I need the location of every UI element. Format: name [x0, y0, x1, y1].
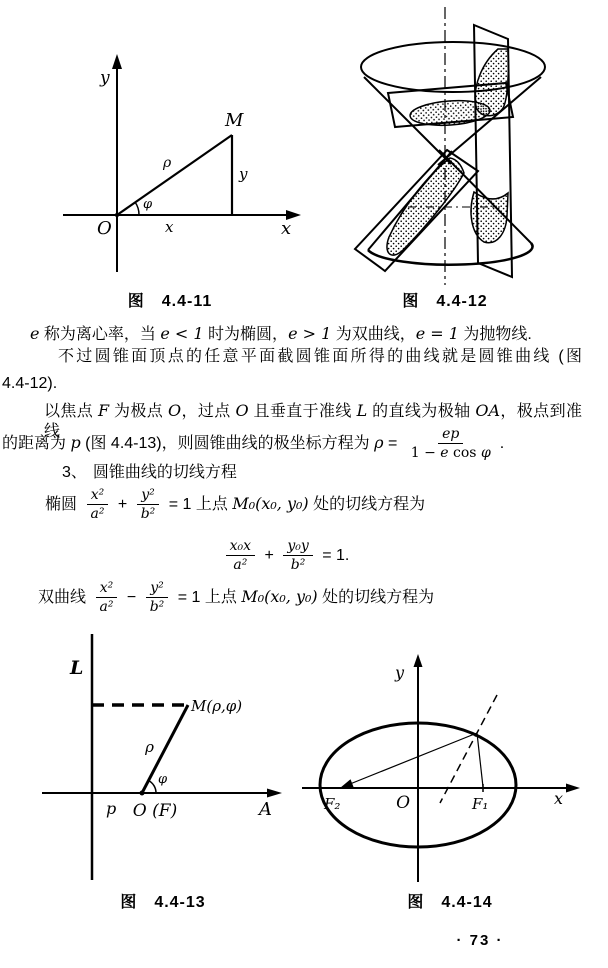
fig11-radius-line	[117, 135, 232, 215]
fig11-x-distance-label: x	[165, 218, 174, 236]
fig13-phi-label: φ	[158, 772, 168, 787]
figure-caption-4-4-13: 图 4.4-13	[120, 894, 206, 911]
fig14-origin-label: O	[396, 793, 410, 813]
math-e-lt-1: e < 1	[160, 324, 204, 343]
fig11-y-axis-label: y	[100, 68, 110, 88]
math-O2: O	[235, 401, 249, 420]
paragraph-cone-section-line1: 不过圆锥面顶点的任意平面截圆锥面所得的曲线就是圆锥曲线 (图	[58, 348, 582, 365]
math-rho: ρ	[374, 433, 384, 452]
fig11-point-m-label: M	[225, 110, 244, 131]
figure-4-4-14	[300, 640, 590, 885]
math-L: L	[356, 401, 368, 420]
fig14-focal-chord-arrow	[340, 779, 354, 788]
fig13-pole-label: O (F)	[132, 801, 178, 821]
fig13-axis-arrow	[267, 789, 282, 798]
paragraph-eccentricity: e 称为离心率，当 e < 1 时为椭圆，e > 1 为双曲线，e = 1 为抛物线.	[30, 324, 532, 343]
polar-equation-fraction: $\frac{ep}{\text{1 − e cos φ}}$	[410, 426, 491, 462]
ellipse-tangent-formula: $\frac{\text{x₀x}}{\text{a²}}$ + $\frac{\text{y₀y}}{\text{b²}}$ = 1.	[0, 536, 570, 576]
fig14-focal-chord-f2	[350, 733, 477, 784]
fig13-p-label: p	[106, 799, 117, 818]
section-title: 圆锥曲线的切线方程	[92, 464, 237, 481]
fig11-y-axis-arrow	[112, 54, 122, 69]
math-p: p	[70, 433, 81, 452]
fig11-phi-label: φ	[143, 197, 153, 212]
paragraph-cone-section-line2: 4.4-12).	[2, 375, 58, 392]
math-e-gt-1: e > 1	[288, 324, 332, 343]
paragraph-polar-line2: 的距离为 p (图 4.4-13)，则圆锥曲线的极坐标方程为 ρ = $\frac{ep}{\text{1 − e cos φ}}$ .	[2, 426, 505, 462]
fig11-origin-dot	[115, 213, 119, 217]
paragraph-ellipse-tangent: 椭圆 $\frac{\text{x²}}{\text{a²}}$ + $\frac{\text{y²}}{\text{b²}}$ = 1 上点 M₀(x₀, y₀) 处的切线方程为	[45, 487, 426, 523]
fig14-y-axis-arrow	[414, 654, 423, 667]
math-e: e	[30, 324, 40, 343]
fig14-focal-chord-f1	[477, 733, 483, 787]
fig14-focus-f1-label: F₁	[472, 795, 489, 813]
fig13-pole-dot	[140, 791, 145, 796]
fig12-top-ellipse	[361, 42, 545, 92]
math-O: O	[167, 401, 182, 420]
fig13-point-m-label: M(ρ,φ)	[191, 697, 243, 715]
fig14-x-axis-label: x	[554, 789, 564, 808]
fig13-rho-label: ρ	[145, 738, 154, 756]
ellipse-fraction-y: $\frac{\text{y²}}{\text{b²}}$	[137, 487, 160, 522]
figure-caption-4-4-14: 图 4.4-14	[407, 894, 493, 911]
ellipse-fraction-x: $\frac{\text{x²}}{\text{a²}}$	[86, 487, 108, 522]
formula-fraction-x: $\frac{\text{x₀x}}{\text{a²}}$	[226, 538, 255, 573]
hyperbola-fraction-y: $\frac{\text{y²}}{\text{b²}}$	[146, 580, 169, 615]
fig12-hyperbola-section-lower	[471, 192, 508, 243]
fig11-rho-label: ρ	[163, 155, 172, 171]
fig11-y-distance-label: y	[239, 165, 248, 183]
paragraph-hyperbola-tangent: 双曲线 $\frac{\text{x²}}{\text{a²}}$ − $\frac{\text{y²}}{\text{b²}}$ = 1 上点 M₀(x₀, y₀) 处的切线方程为	[38, 580, 435, 616]
fig14-x-axis-arrow	[566, 784, 580, 793]
figure-caption-4-4-12: 图 4.4-12	[402, 293, 488, 310]
fig13-axis-a-label: A	[259, 799, 272, 820]
fig13-angle-arc	[149, 781, 157, 794]
formula-fraction-y: $\frac{\text{y₀y}}{\text{b²}}$	[283, 538, 312, 573]
math-M0-point-2: M₀(x₀, y₀)	[241, 587, 318, 606]
math-F: F	[98, 401, 110, 420]
fig14-tangent-dashed-line	[440, 695, 497, 803]
figure-caption-4-4-11: 图 4.4-11	[127, 293, 213, 310]
figure-4-4-11	[55, 50, 305, 285]
math-M0-point: M₀(x₀, y₀)	[232, 494, 309, 513]
fig14-y-axis-label: y	[394, 663, 404, 682]
fig11-angle-arc	[135, 202, 139, 215]
figure-4-4-12	[350, 5, 555, 287]
fig13-directrix-label: L	[70, 657, 84, 679]
paragraph-polar-line1: 以焦点 F 为极点 O，过点 O 且垂直于准线 L 的直线为极轴 OA，极点到准线	[44, 401, 582, 440]
fig11-x-axis-label: x	[281, 218, 292, 239]
fig14-focus-f2-label: F₂	[324, 795, 341, 813]
hyperbola-fraction-x: $\frac{\text{x²}}{\text{a²}}$	[95, 580, 117, 615]
fig11-origin-label: O	[97, 218, 112, 239]
section-number: 3、	[62, 464, 87, 481]
fig12-hyperbola-section-upper	[475, 49, 508, 116]
math-e-eq-1: e = 1	[415, 324, 459, 343]
page-number: · 73 ·	[456, 932, 504, 949]
math-OA: OA	[475, 401, 500, 420]
figure-4-4-13	[30, 630, 295, 885]
section-heading-tangent-equations	[62, 463, 237, 483]
